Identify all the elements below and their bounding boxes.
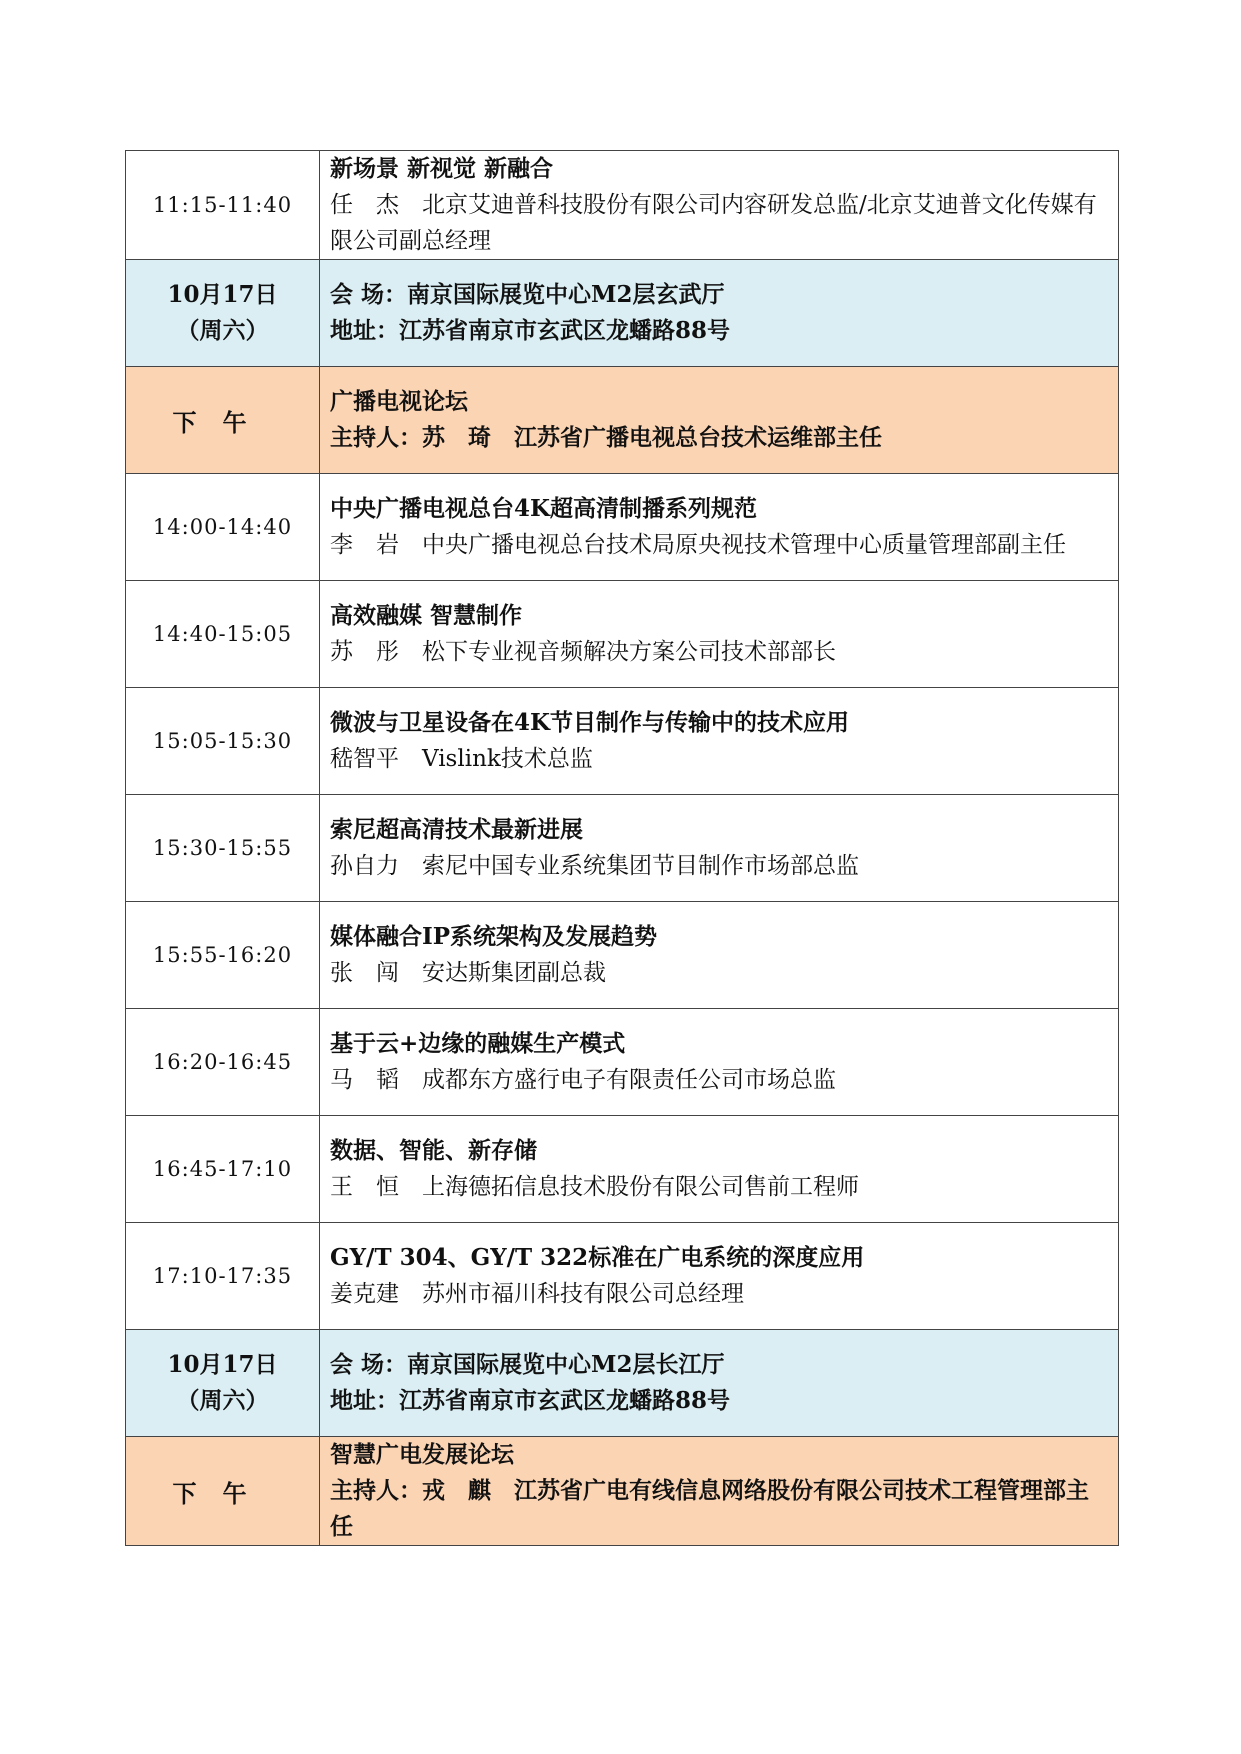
venue-date-cell: [126, 1330, 320, 1437]
session-info: [320, 581, 1119, 688]
session-speaker: 苏 彤 松下专业视音频解决方案公司技术部部长: [330, 639, 836, 665]
session-info: [320, 1116, 1119, 1223]
venue-weekday: （周六）: [176, 1387, 269, 1414]
venue-name: 会 场：南京国际展览中心M2层玄武厅: [330, 281, 725, 308]
session-speaker: 王 恒 上海德拓信息技术股份有限公司售前工程师: [330, 1174, 859, 1200]
forum-period: 下午: [126, 1437, 320, 1546]
forum-row: [126, 367, 1119, 474]
session-speaker: 李 岩 中央广播电视总台技术局原央视技术管理中心质量管理部副主任: [330, 532, 1066, 558]
session-time: 15:05-15:30: [126, 688, 320, 795]
session-title: 基于云+边缘的融媒生产模式: [330, 1030, 626, 1057]
venue-date-cell: [126, 260, 320, 367]
forum-period: 下午: [126, 367, 320, 474]
session-title: 中央广播电视总台4K超高清制播系列规范: [330, 495, 757, 522]
session-row: [126, 1116, 1119, 1223]
session-title: 微波与卫星设备在4K节目制作与传输中的技术应用: [330, 709, 849, 736]
forum-info: [320, 1437, 1119, 1546]
forum-info: [320, 367, 1119, 474]
venue-row: [126, 260, 1119, 367]
session-row: [126, 795, 1119, 902]
session-time: 14:00-14:40: [126, 474, 320, 581]
session-speaker: 嵇智平 Vislink技术总监: [330, 746, 593, 772]
forum-name: 广播电视论坛: [330, 388, 468, 415]
session-speaker: 张 闯 安达斯集团副总裁: [330, 960, 606, 986]
session-time: 15:30-15:55: [126, 795, 320, 902]
session-row: [126, 1009, 1119, 1116]
session-title: GY/T 304、GY/T 322标准在广电系统的深度应用: [330, 1244, 865, 1271]
venue-weekday: （周六）: [176, 317, 269, 344]
session-info: [320, 1223, 1119, 1330]
venue-date: 10月17日: [167, 281, 278, 308]
session-speaker: 任 杰 北京艾迪普科技股份有限公司内容研发总监/北京艾迪普文化传媒有限公司副总经理: [330, 192, 1097, 254]
forum-host: 主持人：戎 麒 江苏省广电有线信息网络股份有限公司技术工程管理部主任: [330, 1477, 1089, 1540]
venue-date: 10月17日: [167, 1351, 278, 1378]
forum-row: [126, 1437, 1119, 1546]
forum-name: 智慧广电发展论坛: [330, 1441, 514, 1468]
venue-address: 地址：江苏省南京市玄武区龙蟠路88号: [330, 317, 731, 344]
schedule-table: [125, 150, 1119, 1546]
venue-info: [320, 1330, 1119, 1437]
session-row: [126, 902, 1119, 1009]
session-info: [320, 688, 1119, 795]
session-info: [320, 902, 1119, 1009]
session-time: 14:40-15:05: [126, 581, 320, 688]
session-info: [320, 1009, 1119, 1116]
session-time: 16:20-16:45: [126, 1009, 320, 1116]
venue-name: 会 场：南京国际展览中心M2层长江厅: [330, 1351, 725, 1378]
session-info: [320, 474, 1119, 581]
venue-row: [126, 1330, 1119, 1437]
session-time: 15:55-16:20: [126, 902, 320, 1009]
venue-info: [320, 260, 1119, 367]
session-title: 数据、智能、新存储: [330, 1137, 537, 1164]
session-row: [126, 151, 1119, 260]
session-row: [126, 688, 1119, 795]
session-title: 高效融媒 智慧制作: [330, 602, 523, 629]
session-speaker: 孙自力 索尼中国专业系统集团节目制作市场部总监: [330, 853, 859, 879]
session-time: 17:10-17:35: [126, 1223, 320, 1330]
session-speaker: 姜克建 苏州市福川科技有限公司总经理: [330, 1281, 744, 1307]
forum-host: 主持人：苏 琦 江苏省广播电视总台技术运维部主任: [330, 424, 882, 451]
session-title: 新场景 新视觉 新融合: [330, 155, 554, 182]
session-title: 索尼超高清技术最新进展: [330, 816, 583, 843]
session-time: 16:45-17:10: [126, 1116, 320, 1223]
session-info: [320, 151, 1119, 260]
session-title: 媒体融合IP系统架构及发展趋势: [330, 923, 658, 950]
session-time: 11:15-11:40: [126, 151, 320, 260]
session-row: [126, 581, 1119, 688]
venue-address: 地址：江苏省南京市玄武区龙蟠路88号: [330, 1387, 731, 1414]
session-speaker: 马 韬 成都东方盛行电子有限责任公司市场总监: [330, 1067, 836, 1093]
session-row: [126, 1223, 1119, 1330]
session-info: [320, 795, 1119, 902]
session-row: [126, 474, 1119, 581]
